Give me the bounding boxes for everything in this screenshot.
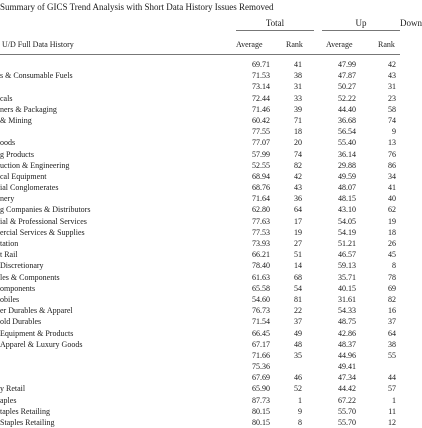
total-rank-cell: 52 — [294, 384, 302, 394]
table-row — [0, 93, 400, 104]
table-body — [0, 59, 400, 428]
row-label: omponents — [0, 283, 36, 293]
table-row — [0, 328, 400, 339]
row-label: s & Consumable Fuels — [0, 71, 73, 81]
table-row — [0, 126, 400, 137]
total-average-cell: 71.66 — [252, 350, 270, 360]
table-row — [0, 193, 400, 204]
up-average-cell: 49.59 — [338, 171, 356, 181]
row-label: ial Conglomerates — [0, 183, 59, 193]
total-rank-cell: 41 — [294, 60, 302, 69]
total-average-cell: 72.44 — [252, 93, 270, 103]
up-average-cell: 59.13 — [338, 261, 356, 271]
total-average-cell: 71.53 — [252, 71, 270, 81]
up-average-cell: 48.75 — [338, 317, 356, 327]
total-average-cell: 65.90 — [252, 384, 270, 394]
total-rank-cell: 38 — [294, 71, 302, 81]
table-row — [0, 70, 400, 81]
up-rank-cell: 76 — [388, 149, 396, 159]
total-average-cell: 60.42 — [252, 115, 270, 125]
row-label: y Retail — [0, 384, 26, 394]
total-rank-cell: 35 — [294, 350, 302, 360]
table-row — [0, 137, 400, 148]
up-average-cell: 48.07 — [338, 183, 356, 193]
up-average-cell: 54.05 — [338, 216, 356, 226]
total-average-cell: 76.73 — [252, 306, 270, 316]
total-average-cell: 75.36 — [252, 362, 270, 372]
header-rule — [0, 54, 400, 55]
table-row — [0, 115, 400, 126]
table-row — [0, 204, 400, 215]
up-rank-cell: 12 — [388, 418, 396, 427]
group-header-total: Total — [236, 18, 314, 31]
up-average-cell: 52.22 — [338, 93, 356, 103]
table-row — [0, 249, 400, 260]
row-label: nery — [0, 194, 15, 204]
total-average-cell: 77.53 — [252, 227, 270, 237]
table-row — [0, 350, 400, 361]
row-label: obiles — [0, 294, 20, 304]
total-rank-cell: 22 — [294, 306, 302, 316]
up-rank-cell: 13 — [388, 138, 396, 148]
up-average-cell: 47.99 — [338, 60, 356, 69]
up-average-cell: 55.70 — [338, 418, 356, 427]
total-average-cell: 80.15 — [252, 418, 270, 427]
total-average-cell: 77.63 — [252, 216, 270, 226]
row-label: & Mining — [0, 115, 32, 125]
total-average-cell: 62.80 — [252, 205, 270, 215]
total-rank-cell: 42 — [294, 171, 302, 181]
total-average-cell: 71.46 — [252, 104, 270, 114]
table-row — [0, 260, 400, 271]
total-average-cell: 73.14 — [252, 82, 270, 92]
up-rank-cell: 57 — [388, 384, 396, 394]
up-rank-cell: 8 — [392, 261, 396, 271]
up-rank-cell: 18 — [388, 227, 396, 237]
table-row — [0, 372, 400, 383]
up-rank-cell: 37 — [388, 317, 396, 327]
column-header-label: U/D Full Data History — [2, 40, 74, 49]
total-average-cell: 67.17 — [252, 339, 270, 349]
total-rank-cell: 8 — [298, 418, 302, 427]
up-average-cell: 56.54 — [338, 127, 356, 137]
row-label: taples Retailing — [0, 406, 50, 416]
up-average-cell: 40.15 — [338, 283, 356, 293]
up-rank-cell: 62 — [388, 205, 396, 215]
total-average-cell: 68.76 — [252, 183, 270, 193]
row-label: ercial Services & Supplies — [0, 227, 85, 237]
up-rank-cell: 74 — [388, 115, 396, 125]
total-average-cell: 65.58 — [252, 283, 270, 293]
total-rank-cell: 31 — [294, 82, 302, 92]
total-rank-cell: 14 — [294, 261, 302, 271]
up-rank-cell: 26 — [388, 239, 396, 248]
row-label: Staples Retailing — [0, 418, 55, 427]
row-label: oods — [0, 138, 16, 148]
total-rank-cell: 49 — [294, 328, 302, 338]
up-rank-cell: 82 — [388, 294, 396, 304]
up-rank-cell: 11 — [388, 406, 396, 416]
table-row — [0, 294, 400, 305]
table-row — [0, 339, 400, 350]
total-rank-cell: 36 — [294, 194, 302, 204]
row-label: les & Components — [0, 272, 60, 282]
total-rank-cell: 18 — [294, 127, 302, 137]
up-rank-cell: 23 — [388, 93, 396, 103]
up-rank-cell: 69 — [388, 283, 396, 293]
total-rank-cell: 1 — [298, 395, 302, 405]
table-row — [0, 216, 400, 227]
total-rank-cell: 48 — [294, 339, 302, 349]
up-rank-cell: 41 — [388, 183, 396, 193]
total-average-cell: 66.45 — [252, 328, 270, 338]
total-average-cell: 78.40 — [252, 261, 270, 271]
table-row — [0, 149, 400, 160]
total-average-cell: 73.93 — [252, 239, 270, 248]
up-rank-cell: 55 — [388, 350, 396, 360]
up-average-cell: 47.34 — [338, 373, 356, 383]
up-rank-cell: 86 — [388, 160, 396, 170]
total-average-cell: 68.94 — [252, 171, 270, 181]
total-average-cell: 69.71 — [252, 60, 270, 69]
table-row — [0, 238, 400, 249]
up-average-cell: 47.87 — [338, 71, 356, 81]
total-rank-cell: 82 — [294, 160, 302, 170]
up-rank-cell: 64 — [388, 328, 396, 338]
up-rank-cell: 9 — [392, 127, 396, 137]
up-rank-cell: 1 — [392, 395, 396, 405]
row-label: g Companies & Distributors — [0, 205, 91, 215]
up-average-cell: 44.42 — [338, 384, 356, 394]
up-average-cell: 29.88 — [338, 160, 356, 170]
up-average-cell: 54.19 — [338, 227, 356, 237]
up-rank-cell: 31 — [388, 82, 396, 92]
total-rank-cell: 20 — [294, 138, 302, 148]
table-row — [0, 171, 400, 182]
total-average-cell: 71.64 — [252, 194, 270, 204]
up-rank-cell: 16 — [388, 306, 396, 316]
table-row — [0, 395, 400, 406]
table-row — [0, 383, 400, 394]
row-label: g Products — [0, 149, 34, 159]
up-average-cell: 55.70 — [338, 406, 356, 416]
up-rank-cell: 58 — [388, 104, 396, 114]
total-rank-cell: 68 — [294, 272, 302, 282]
up-average-cell: 31.61 — [338, 294, 356, 304]
total-rank-cell: 19 — [294, 227, 302, 237]
table-row — [0, 272, 400, 283]
up-average-cell: 36.14 — [338, 149, 356, 159]
total-rank-cell: 39 — [294, 104, 302, 114]
table-row — [0, 104, 400, 115]
row-label: aples — [0, 395, 17, 405]
row-label: uction & Engineering — [0, 160, 70, 170]
up-average-cell: 51.21 — [338, 239, 356, 248]
row-label: Discretionary — [0, 261, 44, 271]
column-header-total-rank: Rank — [286, 40, 303, 49]
up-rank-cell: 45 — [388, 250, 396, 260]
row-label: Equipment & Products — [0, 328, 74, 338]
total-average-cell: 87.73 — [252, 395, 270, 405]
row-label: ners & Packaging — [0, 104, 57, 114]
total-rank-cell: 51 — [294, 250, 302, 260]
up-average-cell: 44.40 — [338, 104, 356, 114]
row-label: tation — [0, 239, 19, 248]
up-average-cell: 46.57 — [338, 250, 356, 260]
up-rank-cell: 42 — [388, 60, 396, 69]
up-average-cell: 50.27 — [338, 82, 356, 92]
total-rank-cell: 64 — [294, 205, 302, 215]
row-label: Apparel & Luxury Goods — [0, 339, 83, 349]
row-label: cals — [0, 93, 13, 103]
up-average-cell: 48.15 — [338, 194, 356, 204]
table-row — [0, 305, 400, 316]
up-rank-cell: 43 — [388, 71, 396, 81]
total-average-cell: 67.69 — [252, 373, 270, 383]
table-row — [0, 227, 400, 238]
up-rank-cell: 38 — [388, 339, 396, 349]
up-average-cell: 36.68 — [338, 115, 356, 125]
row-label: cal Equipment — [0, 171, 47, 181]
up-average-cell: 42.86 — [338, 328, 356, 338]
column-header-total-average: Average — [236, 40, 263, 49]
up-average-cell: 54.33 — [338, 306, 356, 316]
up-average-cell: 67.22 — [338, 395, 356, 405]
row-label: old Durables — [0, 317, 42, 327]
total-rank-cell: 37 — [294, 317, 302, 327]
row-label: t Rail — [0, 250, 18, 260]
total-average-cell: 66.21 — [252, 250, 270, 260]
total-rank-cell: 9 — [298, 406, 302, 416]
total-rank-cell: 74 — [294, 149, 302, 159]
table-row — [0, 283, 400, 294]
total-rank-cell: 71 — [294, 115, 302, 125]
total-average-cell: 54.60 — [252, 294, 270, 304]
table-row — [0, 417, 400, 428]
table-row — [0, 182, 400, 193]
group-header-up: Up — [322, 18, 400, 31]
column-header-up-rank: Rank — [378, 40, 395, 49]
up-average-cell: 43.10 — [338, 205, 356, 215]
total-average-cell: 52.55 — [252, 160, 270, 170]
up-rank-cell: 78 — [388, 272, 396, 282]
table-row — [0, 81, 400, 92]
up-average-cell: 55.40 — [338, 138, 356, 148]
row-label: ial & Professional Services — [0, 216, 87, 226]
table-row — [0, 361, 400, 372]
table-row — [0, 316, 400, 327]
up-average-cell: 35.71 — [338, 272, 356, 282]
table-row — [0, 406, 400, 417]
up-average-cell: 44.96 — [338, 350, 356, 360]
total-rank-cell: 81 — [294, 294, 302, 304]
up-rank-cell: 19 — [388, 216, 396, 226]
total-average-cell: 61.63 — [252, 272, 270, 282]
up-average-cell: 48.37 — [338, 339, 356, 349]
total-average-cell: 71.54 — [252, 317, 270, 327]
up-rank-cell: 34 — [388, 171, 396, 181]
total-rank-cell: 17 — [294, 216, 302, 226]
up-average-cell: 49.41 — [338, 362, 356, 372]
total-rank-cell: 54 — [294, 283, 302, 293]
table-row — [0, 59, 400, 70]
total-rank-cell: 33 — [294, 93, 302, 103]
up-rank-cell: 40 — [388, 194, 396, 204]
table-row — [0, 160, 400, 171]
total-rank-cell: 46 — [294, 373, 302, 383]
total-average-cell: 80.15 — [252, 406, 270, 416]
total-average-cell: 77.07 — [252, 138, 270, 148]
column-header-up-average: Average — [326, 40, 353, 49]
table-caption: Summary of GICS Trend Analysis with Short Data History Issues Removed — [0, 2, 274, 12]
total-average-cell: 57.99 — [252, 149, 270, 159]
total-average-cell: 77.55 — [252, 127, 270, 137]
up-rank-cell: 44 — [388, 373, 396, 383]
total-rank-cell: 43 — [294, 183, 302, 193]
total-rank-cell: 27 — [294, 239, 302, 248]
row-label: er Durables & Apparel — [0, 306, 73, 316]
